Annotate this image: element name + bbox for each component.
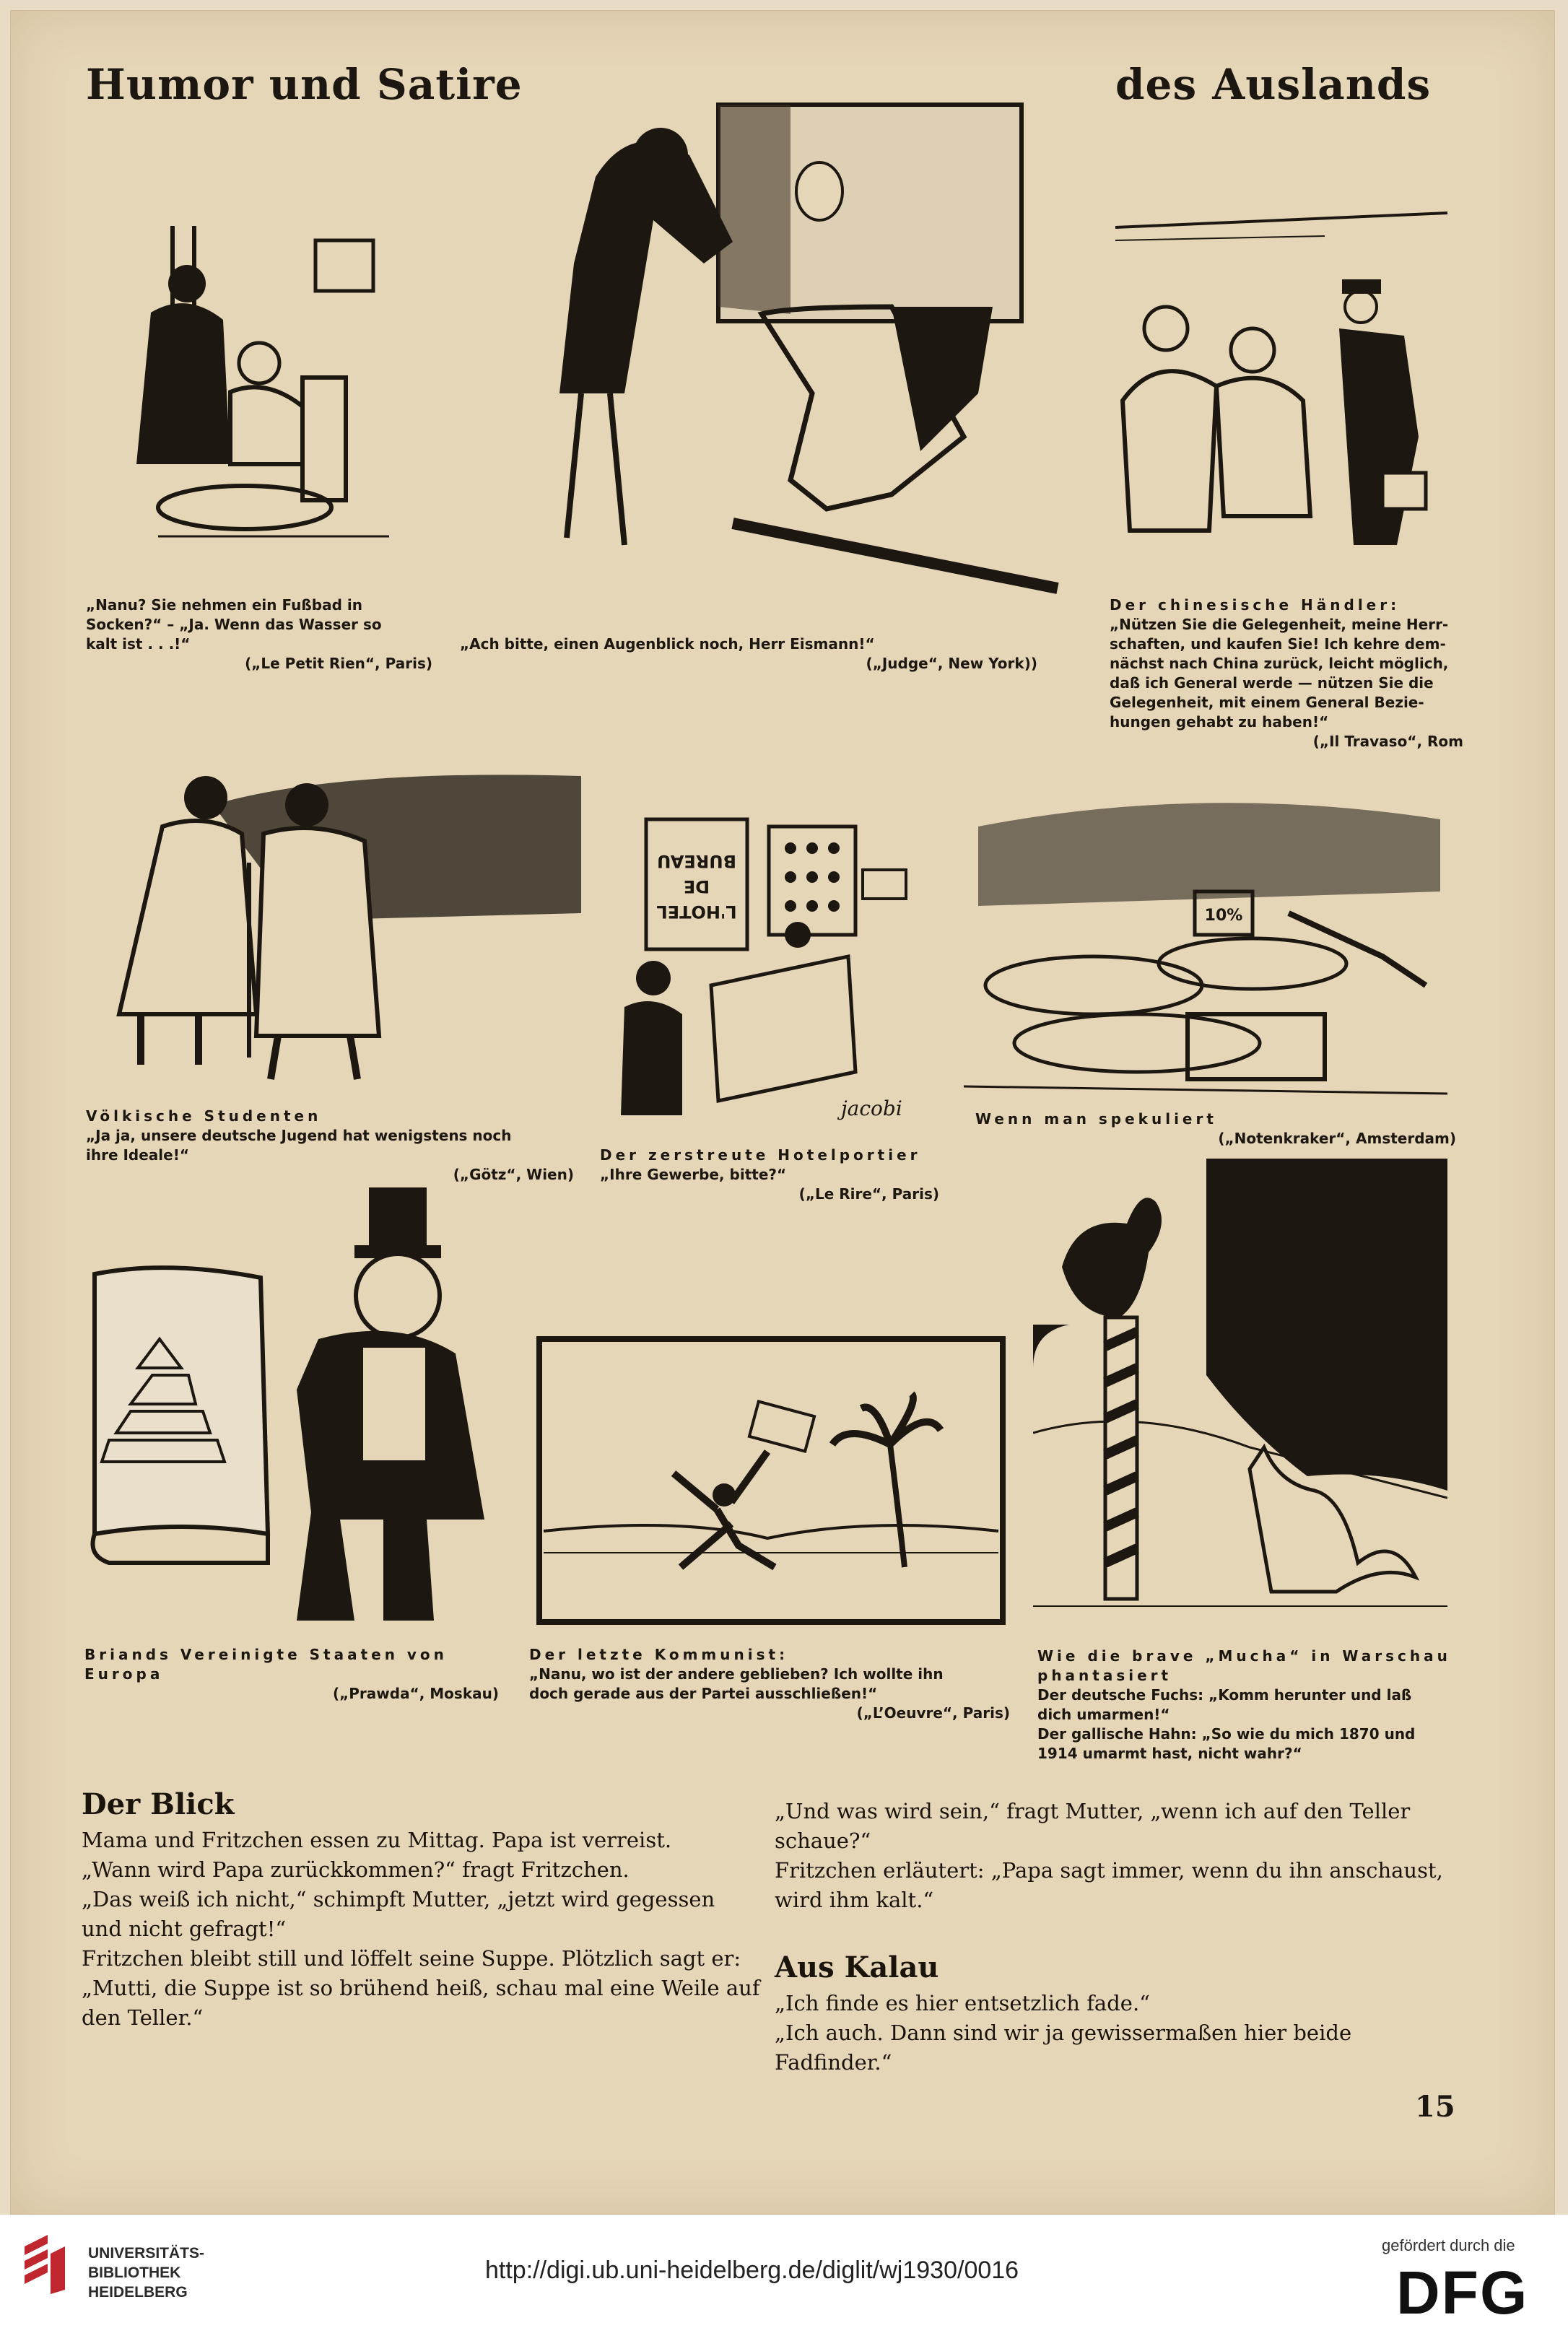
hotel-porter-cartoon-icon: [610, 812, 913, 1130]
caption-title: Der zerstreute Hotelportier: [600, 1146, 921, 1164]
story-paragraph: „Wann wird Papa zurückkommen?“ fragt Fritzchen.: [82, 1857, 630, 1882]
page-number: 15: [1415, 2090, 1455, 2124]
caption-title: Der chinesische Händler:: [1110, 596, 1401, 614]
story-der-blick: [82, 1788, 760, 2033]
story-der-blick-continued: [775, 1797, 1460, 1915]
caption-source: („Götz“, Wien): [453, 1166, 574, 1183]
caption-line: schaften, und kaufen Sie! Ich kehre dem-: [1110, 635, 1446, 653]
caption-rooster-fox: [1037, 1647, 1456, 1764]
caption-line: „Ja ja, unsere deutsche Jugend hat wenigstens noch: [86, 1127, 512, 1144]
story-title: Aus Kalau: [775, 1950, 939, 1984]
rooster-fox-cartoon-icon: [1033, 1159, 1447, 1625]
caption-line: nächst nach China zurück, leicht möglich,: [1110, 655, 1449, 672]
caption-line: kalt ist . . .!“: [86, 635, 191, 653]
story-paragraph: „Und was wird sein,“ fragt Mutter, „wenn ich auf den Teller schaue?“: [775, 1799, 1411, 1853]
story-paragraph: Fritzchen erläutert: „Papa sagt immer, wenn du ihn anschaust, wird ihm kalt.“: [775, 1858, 1443, 1912]
caption-line: „Nanu, wo ist der andere geblieben? Ich wollte ihn: [529, 1665, 944, 1683]
page-heading-right: des Auslands: [1115, 60, 1432, 109]
caption-line: Der gallische Hahn: „So wie du mich 1870 und: [1037, 1725, 1416, 1743]
caption-title: Der letzte Kommunist:: [529, 1646, 789, 1663]
caption-source: („Il Travaso“, Rom: [1312, 733, 1463, 750]
page-heading-left: Humor und Satire: [86, 60, 523, 109]
chinese-merchant-cartoon-icon: [1108, 199, 1455, 574]
story-paragraph: Fritzchen bleibt still und löffelt seine Suppe. Plötzlich sagt er: „Mutti, die Suppe ist so brühend heiß, schau mal eine Weile auf den Teller.“: [82, 1946, 760, 2030]
story-paragraph: „Das weiß ich nicht,“ schimpft Mutter, „jetzt wird gegessen und nicht gefragt!“: [82, 1887, 715, 1941]
caption-line: „Ach bitte, einen Augenblick noch, Herr Eismann!“: [460, 635, 875, 653]
caption-line: Der deutsche Fuchs: „Komm herunter und laß: [1037, 1686, 1412, 1704]
caption-last-communist: [529, 1645, 1010, 1723]
caption-line: daß ich General werde — nützen Sie die: [1110, 674, 1434, 692]
university-name-line: BIBLIOTHEK: [88, 2264, 181, 2281]
bureau-sign-line: DE: [683, 876, 710, 897]
caption-line: „Nanu? Sie nehmen ein Fußbad in: [86, 596, 362, 614]
bureau-sign-line: BUREAU: [657, 851, 736, 871]
percent-label: 10%: [1204, 907, 1243, 925]
caption-eismann: [460, 635, 1037, 673]
story-paragraph: Mama und Fritzchen essen zu Mittag. Papa ist verreist.: [82, 1828, 672, 1852]
caption-line: „Ihre Gewerbe, bitte?“: [600, 1166, 787, 1183]
caption-line: dich umarmen!“: [1037, 1706, 1170, 1723]
caption-title: Völkische Studenten: [86, 1107, 322, 1125]
viewer-footer: [0, 2215, 1568, 2328]
caption-briand: [84, 1645, 499, 1704]
caption-line: hungen gehabt zu haben!“: [1110, 713, 1329, 731]
caption-title: Wie die brave „Mucha“ in Warschau phantasiert: [1037, 1647, 1451, 1684]
fussbad-cartoon-icon: [86, 219, 404, 544]
caption-hotel-porter: [600, 1146, 939, 1204]
caption-source: („Notenkraker“, Amsterdam): [1218, 1130, 1456, 1147]
caption-line: „Nützen Sie die Gelegenheit, meine Herr-: [1110, 616, 1449, 633]
funding-note: gefördert durch die: [1382, 2236, 1515, 2254]
caption-fussbad: [86, 596, 432, 673]
magazine-page: [10, 10, 1555, 2215]
university-name-line: UNIVERSITÄTS-: [88, 2245, 205, 2262]
university-name: [88, 2244, 204, 2302]
caption-source: („Judge“, New York)): [866, 655, 1037, 672]
caption-line: doch gerade aus der Partei ausschließen!“: [529, 1685, 878, 1702]
eismann-cartoon-icon: [487, 76, 1065, 596]
story-aus-kalau: [775, 1951, 1460, 2078]
caption-source: („Le Rire“, Paris): [798, 1185, 939, 1203]
caption-title: Wenn man spekuliert: [975, 1110, 1217, 1128]
caption-title: Briands Vereinigte Staaten von Europa: [84, 1646, 448, 1683]
caption-chinese-merchant: [1110, 596, 1463, 751]
caption-source: („Prawda“, Moskau): [332, 1685, 499, 1702]
bureau-sign-line: L'HOTEL: [656, 902, 737, 922]
story-title: Der Blick: [82, 1787, 235, 1821]
caption-line: Gelegenheit, mit einem General Bezie-: [1110, 694, 1424, 711]
students-cartoon-icon: [83, 747, 588, 1086]
artist-signature: jacobi: [841, 1097, 902, 1120]
caption-line: Socken?“ – „Ja. Wenn das Wasser so: [86, 616, 382, 633]
caption-line: ihre Ideale!“: [86, 1146, 189, 1164]
caption-source: („Le Petit Rien“, Paris): [245, 655, 432, 672]
university-logo-icon: [19, 2232, 71, 2297]
university-name-line: HEIDELBERG: [88, 2284, 188, 2301]
dfg-logo: DFG: [1396, 2259, 1529, 2327]
speculation-cartoon-icon: [949, 783, 1455, 1101]
story-paragraph: „Ich auch. Dann sind wir ja gewissermaßen hier beide Fadfinder.“: [775, 2020, 1352, 2075]
document-url-link[interactable]: http://digi.ub.uni-heidelberg.de/diglit/wj1930/0016: [485, 2257, 1019, 2284]
caption-speculation: [975, 1109, 1456, 1148]
caption-source: („L’Oeuvre“, Paris): [856, 1704, 1010, 1722]
last-communist-cartoon-icon: [536, 1336, 1006, 1625]
briand-cartoon-icon: [80, 1173, 499, 1635]
story-paragraph: „Ich finde es hier entsetzlich fade.“: [775, 1991, 1150, 2015]
caption-line: 1914 umarmt hast, nicht wahr?“: [1037, 1745, 1302, 1762]
